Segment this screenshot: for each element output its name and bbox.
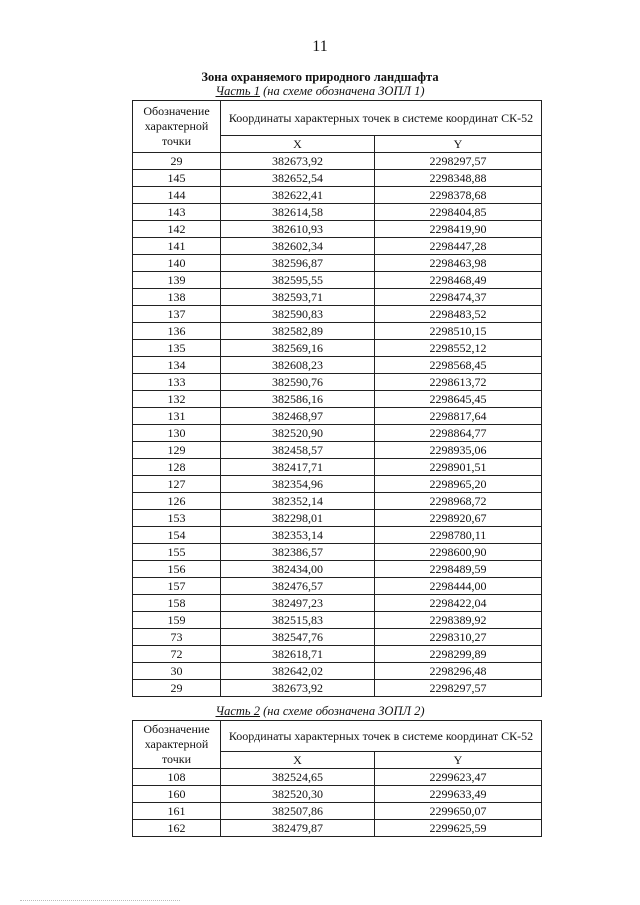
y-coordinate-cell: 2298568,45 [375, 357, 542, 374]
point-id-cell: 73 [133, 629, 221, 646]
y-coordinate-cell: 2298419,90 [375, 221, 542, 238]
y-coordinate-cell: 2298474,37 [375, 289, 542, 306]
table-row [133, 544, 542, 561]
y-coordinate-cell: 2298310,27 [375, 629, 542, 646]
table-row [133, 820, 542, 837]
y-coordinate-cell: 2298389,92 [375, 612, 542, 629]
table-row [133, 595, 542, 612]
table-row [133, 289, 542, 306]
table-row [133, 510, 542, 527]
point-designation-header: Обозначение характерной точки [133, 721, 221, 769]
coordinates-table-part-2 [132, 720, 542, 837]
x-column-header: X [221, 752, 375, 769]
y-coordinate-cell: 2298299,89 [375, 646, 542, 663]
point-id-cell: 144 [133, 187, 221, 204]
table-row [133, 612, 542, 629]
table-row [133, 391, 542, 408]
point-id-cell: 108 [133, 769, 221, 786]
table-row [133, 663, 542, 680]
point-id-cell: 30 [133, 663, 221, 680]
point-id-cell: 132 [133, 391, 221, 408]
x-column-header: X [221, 136, 375, 153]
y-coordinate-cell: 2298968,72 [375, 493, 542, 510]
y-coordinate-cell: 2298483,52 [375, 306, 542, 323]
page-number: 11 [312, 38, 328, 55]
point-id-cell: 131 [133, 408, 221, 425]
x-coordinate-cell: 382614,58 [221, 204, 375, 221]
x-coordinate-cell: 382673,92 [221, 680, 375, 697]
point-id-cell: 138 [133, 289, 221, 306]
x-coordinate-cell: 382618,71 [221, 646, 375, 663]
table-row [133, 153, 542, 170]
point-id-cell: 126 [133, 493, 221, 510]
x-coordinate-cell: 382547,76 [221, 629, 375, 646]
y-coordinate-cell: 2298817,64 [375, 408, 542, 425]
scan-artifact [20, 896, 180, 901]
table-row [133, 357, 542, 374]
point-id-cell: 127 [133, 476, 221, 493]
point-id-cell: 142 [133, 221, 221, 238]
point-id-cell: 134 [133, 357, 221, 374]
x-coordinate-cell: 382642,02 [221, 663, 375, 680]
point-designation-header: Обозначение характерной точки [133, 101, 221, 153]
x-coordinate-cell: 382497,23 [221, 595, 375, 612]
document-title: Зона охраняемого природного ландшафта [201, 70, 439, 84]
y-coordinate-cell: 2298920,67 [375, 510, 542, 527]
x-coordinate-cell: 382353,14 [221, 527, 375, 544]
part-1-label: Часть 1 [215, 84, 261, 98]
y-coordinate-cell: 2298296,48 [375, 663, 542, 680]
y-coordinate-cell: 2298864,77 [375, 425, 542, 442]
table-row [133, 221, 542, 238]
point-id-cell: 157 [133, 578, 221, 595]
point-id-cell: 145 [133, 170, 221, 187]
table-row [133, 442, 542, 459]
x-coordinate-cell: 382352,14 [221, 493, 375, 510]
y-coordinate-cell: 2298463,98 [375, 255, 542, 272]
part-1-note: (на схеме обозначена ЗОПЛ 1) [260, 84, 425, 98]
table-row [133, 561, 542, 578]
point-id-cell: 29 [133, 153, 221, 170]
x-coordinate-cell: 382476,57 [221, 578, 375, 595]
point-id-cell: 135 [133, 340, 221, 357]
x-coordinate-cell: 382590,83 [221, 306, 375, 323]
y-coordinate-cell: 2298645,45 [375, 391, 542, 408]
y-coordinate-cell: 2299633,49 [375, 786, 542, 803]
x-coordinate-cell: 382596,87 [221, 255, 375, 272]
part-2-subtitle [0, 704, 640, 719]
x-coordinate-cell: 382520,30 [221, 786, 375, 803]
table-row [133, 306, 542, 323]
y-coordinate-cell: 2298965,20 [375, 476, 542, 493]
y-coordinate-cell: 2298348,88 [375, 170, 542, 187]
table-row [133, 769, 542, 786]
table-row [133, 204, 542, 221]
y-coordinate-cell: 2299623,47 [375, 769, 542, 786]
point-id-cell: 130 [133, 425, 221, 442]
y-coordinate-cell: 2298935,06 [375, 442, 542, 459]
point-id-cell: 143 [133, 204, 221, 221]
table-row [133, 680, 542, 697]
table-row [133, 493, 542, 510]
x-coordinate-cell: 382608,23 [221, 357, 375, 374]
table-row [133, 170, 542, 187]
point-id-cell: 128 [133, 459, 221, 476]
table-row [133, 803, 542, 820]
point-id-cell: 133 [133, 374, 221, 391]
x-coordinate-cell: 382595,55 [221, 272, 375, 289]
x-coordinate-cell: 382507,86 [221, 803, 375, 820]
x-coordinate-cell: 382479,87 [221, 820, 375, 837]
table-row [133, 323, 542, 340]
point-id-cell: 153 [133, 510, 221, 527]
point-id-cell: 72 [133, 646, 221, 663]
x-coordinate-cell: 382586,16 [221, 391, 375, 408]
x-coordinate-cell: 382520,90 [221, 425, 375, 442]
x-coordinate-cell: 382602,34 [221, 238, 375, 255]
y-coordinate-cell: 2298552,12 [375, 340, 542, 357]
y-coordinate-cell: 2298297,57 [375, 680, 542, 697]
y-coordinate-cell: 2298901,51 [375, 459, 542, 476]
x-coordinate-cell: 382652,54 [221, 170, 375, 187]
x-coordinate-cell: 382515,83 [221, 612, 375, 629]
x-coordinate-cell: 382354,96 [221, 476, 375, 493]
point-id-cell: 129 [133, 442, 221, 459]
point-id-cell: 154 [133, 527, 221, 544]
point-id-cell: 29 [133, 680, 221, 697]
table-row [133, 408, 542, 425]
table-row [133, 425, 542, 442]
x-coordinate-cell: 382673,92 [221, 153, 375, 170]
y-column-header: Y [375, 136, 542, 153]
point-id-cell: 159 [133, 612, 221, 629]
point-id-cell: 140 [133, 255, 221, 272]
x-coordinate-cell: 382524,65 [221, 769, 375, 786]
table-row [133, 527, 542, 544]
y-coordinate-cell: 2299625,59 [375, 820, 542, 837]
table-row [133, 187, 542, 204]
y-coordinate-cell: 2298297,57 [375, 153, 542, 170]
point-id-cell: 156 [133, 561, 221, 578]
table-row [133, 340, 542, 357]
y-coordinate-cell: 2298489,59 [375, 561, 542, 578]
y-column-header: Y [375, 752, 542, 769]
table-row [133, 255, 542, 272]
x-coordinate-cell: 382593,71 [221, 289, 375, 306]
point-id-cell: 160 [133, 786, 221, 803]
y-coordinate-cell: 2298510,15 [375, 323, 542, 340]
x-coordinate-cell: 382468,97 [221, 408, 375, 425]
table-row [133, 272, 542, 289]
y-coordinate-cell: 2298444,00 [375, 578, 542, 595]
table-row [133, 238, 542, 255]
point-id-cell: 136 [133, 323, 221, 340]
coordinates-table-part-1 [132, 100, 542, 697]
point-id-cell: 161 [133, 803, 221, 820]
y-coordinate-cell: 2298600,90 [375, 544, 542, 561]
coordinates-header: Координаты характерных точек в системе координат СК-52 [221, 101, 542, 136]
point-id-cell: 139 [133, 272, 221, 289]
x-coordinate-cell: 382590,76 [221, 374, 375, 391]
y-coordinate-cell: 2298613,72 [375, 374, 542, 391]
y-coordinate-cell: 2298780,11 [375, 527, 542, 544]
x-coordinate-cell: 382610,93 [221, 221, 375, 238]
table-row [133, 786, 542, 803]
x-coordinate-cell: 382569,16 [221, 340, 375, 357]
part-1-subtitle [0, 84, 640, 99]
table-row [133, 374, 542, 391]
y-coordinate-cell: 2298468,49 [375, 272, 542, 289]
table-row [133, 629, 542, 646]
point-id-cell: 137 [133, 306, 221, 323]
y-coordinate-cell: 2298404,85 [375, 204, 542, 221]
x-coordinate-cell: 382458,57 [221, 442, 375, 459]
y-coordinate-cell: 2299650,07 [375, 803, 542, 820]
table-row [133, 646, 542, 663]
x-coordinate-cell: 382622,41 [221, 187, 375, 204]
x-coordinate-cell: 382582,89 [221, 323, 375, 340]
x-coordinate-cell: 382434,00 [221, 561, 375, 578]
point-id-cell: 162 [133, 820, 221, 837]
y-coordinate-cell: 2298447,28 [375, 238, 542, 255]
x-coordinate-cell: 382298,01 [221, 510, 375, 527]
point-id-cell: 158 [133, 595, 221, 612]
point-id-cell: 155 [133, 544, 221, 561]
y-coordinate-cell: 2298378,68 [375, 187, 542, 204]
table-row [133, 578, 542, 595]
part-2-note: (на схеме обозначена ЗОПЛ 2) [260, 704, 425, 718]
coordinates-header: Координаты характерных точек в системе координат СК-52 [221, 721, 542, 752]
x-coordinate-cell: 382417,71 [221, 459, 375, 476]
table-row [133, 476, 542, 493]
table-row [133, 459, 542, 476]
part-2-label: Часть 2 [215, 704, 261, 718]
y-coordinate-cell: 2298422,04 [375, 595, 542, 612]
x-coordinate-cell: 382386,57 [221, 544, 375, 561]
point-id-cell: 141 [133, 238, 221, 255]
